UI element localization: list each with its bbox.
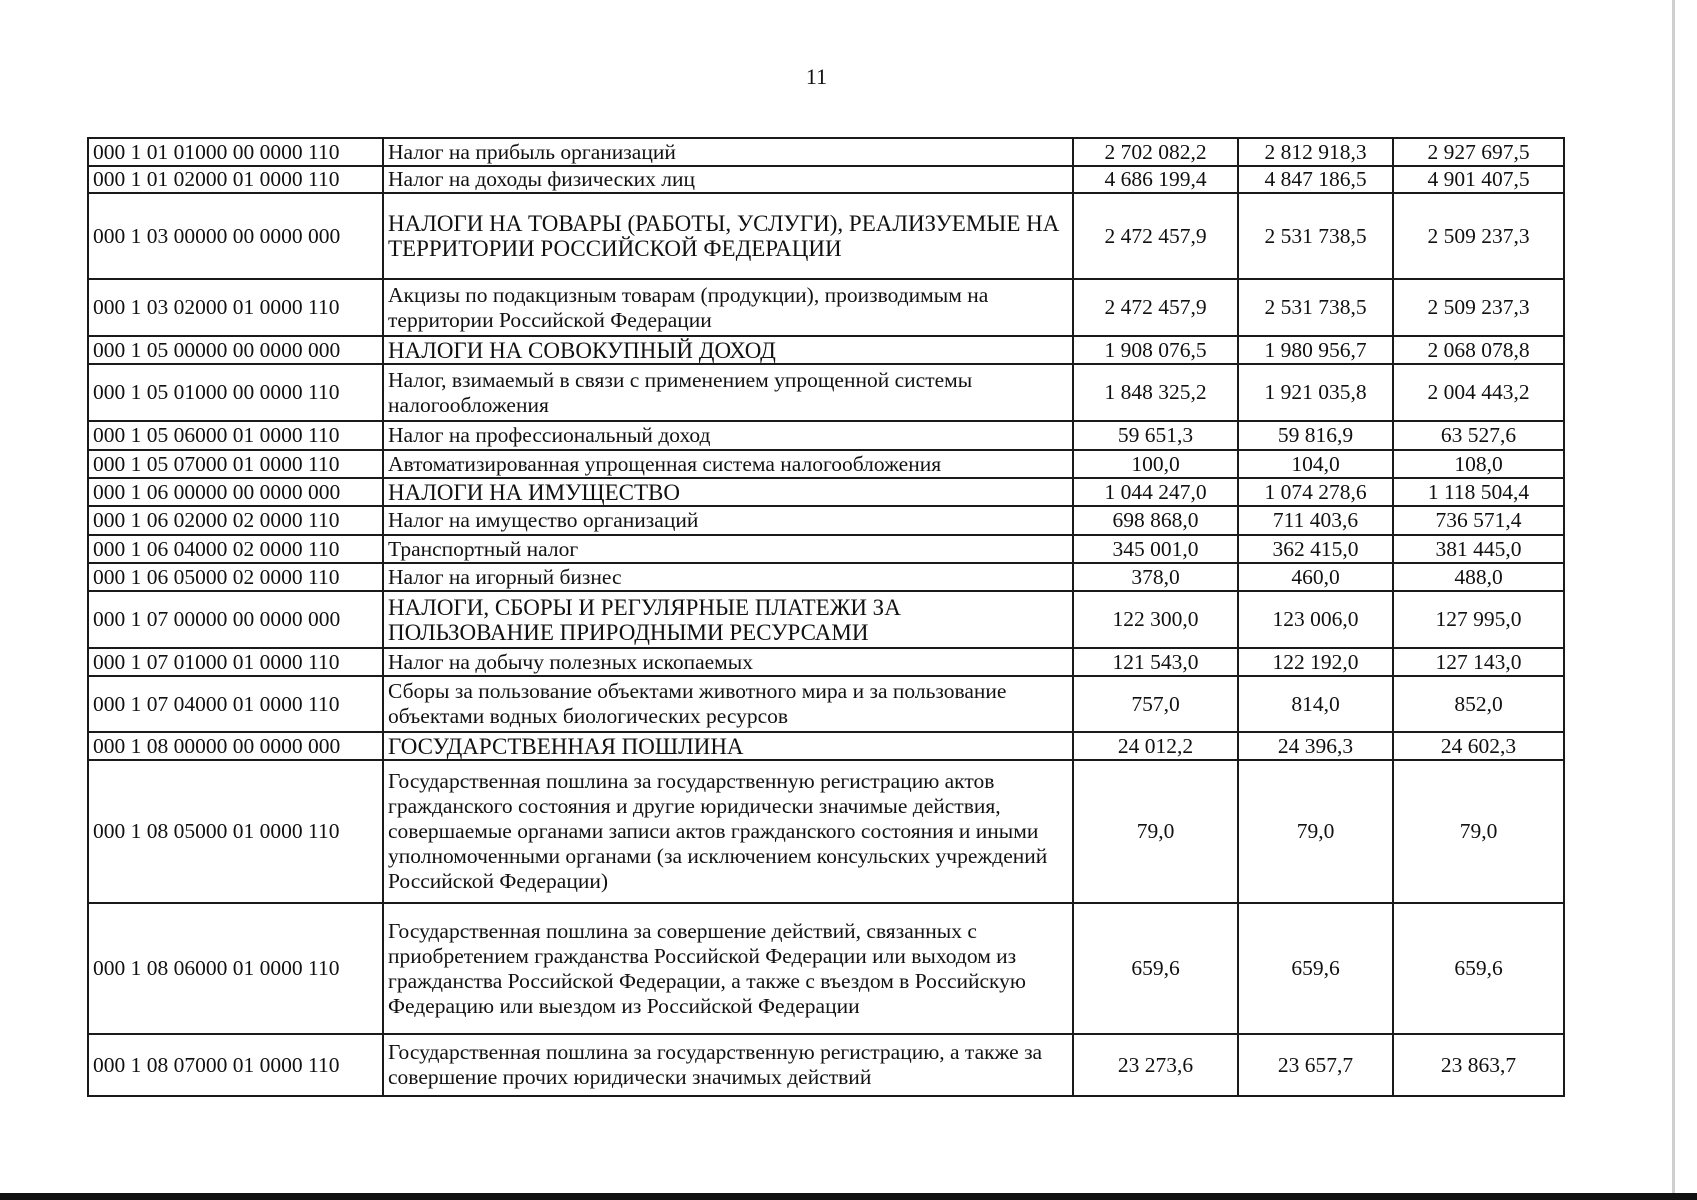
table-row-section bbox=[88, 478, 1564, 506]
value-cell-2: 2 812 918,3 bbox=[1238, 138, 1393, 166]
table-row-section bbox=[88, 591, 1564, 648]
revenue-name-cell: НАЛОГИ НА СОВОКУПНЫЙ ДОХОД bbox=[383, 336, 1073, 364]
table-row bbox=[88, 138, 1564, 166]
value-cell-3: 2 509 237,3 bbox=[1393, 279, 1564, 336]
value-cell-3: 736 571,4 bbox=[1393, 506, 1564, 535]
table-row bbox=[88, 506, 1564, 535]
value-cell-3: 2 509 237,3 bbox=[1393, 193, 1564, 279]
value-cell-1: 1 848 325,2 bbox=[1073, 364, 1238, 421]
value-cell-1: 59 651,3 bbox=[1073, 421, 1238, 450]
value-cell-1: 100,0 bbox=[1073, 450, 1238, 478]
table-row bbox=[88, 648, 1564, 676]
value-cell-3: 108,0 bbox=[1393, 450, 1564, 478]
scan-edge-line bbox=[1672, 0, 1675, 1193]
value-cell-2: 460,0 bbox=[1238, 563, 1393, 591]
value-cell-2: 123 006,0 bbox=[1238, 591, 1393, 648]
value-cell-1: 79,0 bbox=[1073, 760, 1238, 903]
revenue-name-cell: Акцизы по подакцизным товарам (продукции), производимым на территории Российской Федерации bbox=[383, 279, 1073, 336]
scan-bottom-border bbox=[0, 1193, 1697, 1200]
value-cell-2: 814,0 bbox=[1238, 676, 1393, 732]
revenue-name-cell: Налог на профессиональный доход bbox=[383, 421, 1073, 450]
value-cell-3: 2 927 697,5 bbox=[1393, 138, 1564, 166]
value-cell-1: 345 001,0 bbox=[1073, 535, 1238, 563]
revenue-table bbox=[87, 137, 1565, 1097]
value-cell-3: 23 863,7 bbox=[1393, 1034, 1564, 1096]
revenue-table-body bbox=[88, 138, 1564, 1096]
value-cell-1: 2 702 082,2 bbox=[1073, 138, 1238, 166]
table-row bbox=[88, 903, 1564, 1034]
value-cell-1: 698 868,0 bbox=[1073, 506, 1238, 535]
revenue-name-cell: Налог на игорный бизнес bbox=[383, 563, 1073, 591]
table-row bbox=[88, 450, 1564, 478]
revenue-name-cell: Налог на доходы физических лиц bbox=[383, 166, 1073, 193]
revenue-name-cell: Транспортный налог bbox=[383, 535, 1073, 563]
kbk-code-cell: 000 1 08 05000 01 0000 110 bbox=[88, 760, 383, 903]
value-cell-2: 79,0 bbox=[1238, 760, 1393, 903]
kbk-code-cell: 000 1 01 02000 01 0000 110 bbox=[88, 166, 383, 193]
value-cell-1: 757,0 bbox=[1073, 676, 1238, 732]
revenue-name-cell: Налог на прибыль организаций bbox=[383, 138, 1073, 166]
kbk-code-cell: 000 1 05 07000 01 0000 110 bbox=[88, 450, 383, 478]
value-cell-1: 121 543,0 bbox=[1073, 648, 1238, 676]
revenue-name-cell: НАЛОГИ НА ИМУЩЕСТВО bbox=[383, 478, 1073, 506]
value-cell-1: 1 908 076,5 bbox=[1073, 336, 1238, 364]
table-row bbox=[88, 760, 1564, 903]
value-cell-2: 59 816,9 bbox=[1238, 421, 1393, 450]
revenue-name-cell: Государственная пошлина за государственную регистрацию актов гражданского состояния и другие юридически значимые действия, совершаемые органами записи актов гражданского состояния и иными уполномоченными органами (за исключением консульских учреждений Российской Федерации) bbox=[383, 760, 1073, 903]
revenue-name-cell: ГОСУДАРСТВЕННАЯ ПОШЛИНА bbox=[383, 732, 1073, 760]
value-cell-3: 659,6 bbox=[1393, 903, 1564, 1034]
value-cell-3: 127 995,0 bbox=[1393, 591, 1564, 648]
kbk-code-cell: 000 1 07 01000 01 0000 110 bbox=[88, 648, 383, 676]
value-cell-1: 2 472 457,9 bbox=[1073, 279, 1238, 336]
kbk-code-cell: 000 1 05 06000 01 0000 110 bbox=[88, 421, 383, 450]
revenue-name-cell: Налог на имущество организаций bbox=[383, 506, 1073, 535]
kbk-code-cell: 000 1 07 04000 01 0000 110 bbox=[88, 676, 383, 732]
value-cell-1: 2 472 457,9 bbox=[1073, 193, 1238, 279]
table-row bbox=[88, 166, 1564, 193]
value-cell-3: 127 143,0 bbox=[1393, 648, 1564, 676]
table-row bbox=[88, 421, 1564, 450]
kbk-code-cell: 000 1 06 05000 02 0000 110 bbox=[88, 563, 383, 591]
value-cell-1: 1 044 247,0 bbox=[1073, 478, 1238, 506]
value-cell-3: 2 004 443,2 bbox=[1393, 364, 1564, 421]
revenue-name-cell: Государственная пошлина за совершение действий, связанных с приобретением гражданства Российской Федерации или выходом из гражданства Российской Федерации, а также с въездом в Российскую Федерацию или выездом из Российской Федерации bbox=[383, 903, 1073, 1034]
kbk-code-cell: 000 1 06 02000 02 0000 110 bbox=[88, 506, 383, 535]
value-cell-3: 2 068 078,8 bbox=[1393, 336, 1564, 364]
revenue-name-cell: Государственная пошлина за государственную регистрацию, а также за совершение прочих юридически значимых действий bbox=[383, 1034, 1073, 1096]
value-cell-3: 24 602,3 bbox=[1393, 732, 1564, 760]
revenue-name-cell: Налог, взимаемый в связи с применением упрощенной системы налогообложения bbox=[383, 364, 1073, 421]
value-cell-3: 852,0 bbox=[1393, 676, 1564, 732]
table-row bbox=[88, 563, 1564, 591]
table-row-section bbox=[88, 732, 1564, 760]
kbk-code-cell: 000 1 01 01000 00 0000 110 bbox=[88, 138, 383, 166]
value-cell-1: 24 012,2 bbox=[1073, 732, 1238, 760]
value-cell-2: 659,6 bbox=[1238, 903, 1393, 1034]
value-cell-3: 1 118 504,4 bbox=[1393, 478, 1564, 506]
value-cell-3: 488,0 bbox=[1393, 563, 1564, 591]
value-cell-2: 4 847 186,5 bbox=[1238, 166, 1393, 193]
revenue-name-cell: Автоматизированная упрощенная система налогообложения bbox=[383, 450, 1073, 478]
value-cell-2: 24 396,3 bbox=[1238, 732, 1393, 760]
value-cell-3: 4 901 407,5 bbox=[1393, 166, 1564, 193]
value-cell-2: 2 531 738,5 bbox=[1238, 193, 1393, 279]
kbk-code-cell: 000 1 08 06000 01 0000 110 bbox=[88, 903, 383, 1034]
value-cell-1: 4 686 199,4 bbox=[1073, 166, 1238, 193]
value-cell-2: 711 403,6 bbox=[1238, 506, 1393, 535]
value-cell-1: 378,0 bbox=[1073, 563, 1238, 591]
table-row bbox=[88, 279, 1564, 336]
kbk-code-cell: 000 1 05 00000 00 0000 000 bbox=[88, 336, 383, 364]
revenue-name-cell: НАЛОГИ, СБОРЫ И РЕГУЛЯРНЫЕ ПЛАТЕЖИ ЗА ПОЛЬЗОВАНИЕ ПРИРОДНЫМИ РЕСУРСАМИ bbox=[383, 591, 1073, 648]
value-cell-2: 1 921 035,8 bbox=[1238, 364, 1393, 421]
value-cell-1: 23 273,6 bbox=[1073, 1034, 1238, 1096]
kbk-code-cell: 000 1 03 02000 01 0000 110 bbox=[88, 279, 383, 336]
kbk-code-cell: 000 1 06 04000 02 0000 110 bbox=[88, 535, 383, 563]
kbk-code-cell: 000 1 08 00000 00 0000 000 bbox=[88, 732, 383, 760]
value-cell-1: 659,6 bbox=[1073, 903, 1238, 1034]
value-cell-2: 104,0 bbox=[1238, 450, 1393, 478]
kbk-code-cell: 000 1 03 00000 00 0000 000 bbox=[88, 193, 383, 279]
value-cell-2: 23 657,7 bbox=[1238, 1034, 1393, 1096]
value-cell-2: 1 074 278,6 bbox=[1238, 478, 1393, 506]
revenue-name-cell: Налог на добычу полезных ископаемых bbox=[383, 648, 1073, 676]
kbk-code-cell: 000 1 06 00000 00 0000 000 bbox=[88, 478, 383, 506]
value-cell-2: 1 980 956,7 bbox=[1238, 336, 1393, 364]
value-cell-1: 122 300,0 bbox=[1073, 591, 1238, 648]
value-cell-3: 381 445,0 bbox=[1393, 535, 1564, 563]
kbk-code-cell: 000 1 07 00000 00 0000 000 bbox=[88, 591, 383, 648]
table-row bbox=[88, 535, 1564, 563]
revenue-name-cell: НАЛОГИ НА ТОВАРЫ (РАБОТЫ, УСЛУГИ), РЕАЛИЗУЕМЫЕ НА ТЕРРИТОРИИ РОССИЙСКОЙ ФЕДЕРАЦИИ bbox=[383, 193, 1073, 279]
value-cell-2: 122 192,0 bbox=[1238, 648, 1393, 676]
table-row bbox=[88, 1034, 1564, 1096]
table-row bbox=[88, 364, 1564, 421]
table-row bbox=[88, 676, 1564, 732]
kbk-code-cell: 000 1 05 01000 00 0000 110 bbox=[88, 364, 383, 421]
value-cell-3: 79,0 bbox=[1393, 760, 1564, 903]
value-cell-2: 362 415,0 bbox=[1238, 535, 1393, 563]
page-number: 11 bbox=[805, 64, 828, 89]
value-cell-3: 63 527,6 bbox=[1393, 421, 1564, 450]
kbk-code-cell: 000 1 08 07000 01 0000 110 bbox=[88, 1034, 383, 1096]
table-row-section bbox=[88, 193, 1564, 279]
revenue-name-cell: Сборы за пользование объектами животного мира и за пользование объектами водных биологических ресурсов bbox=[383, 676, 1073, 732]
value-cell-2: 2 531 738,5 bbox=[1238, 279, 1393, 336]
table-row-section bbox=[88, 336, 1564, 364]
